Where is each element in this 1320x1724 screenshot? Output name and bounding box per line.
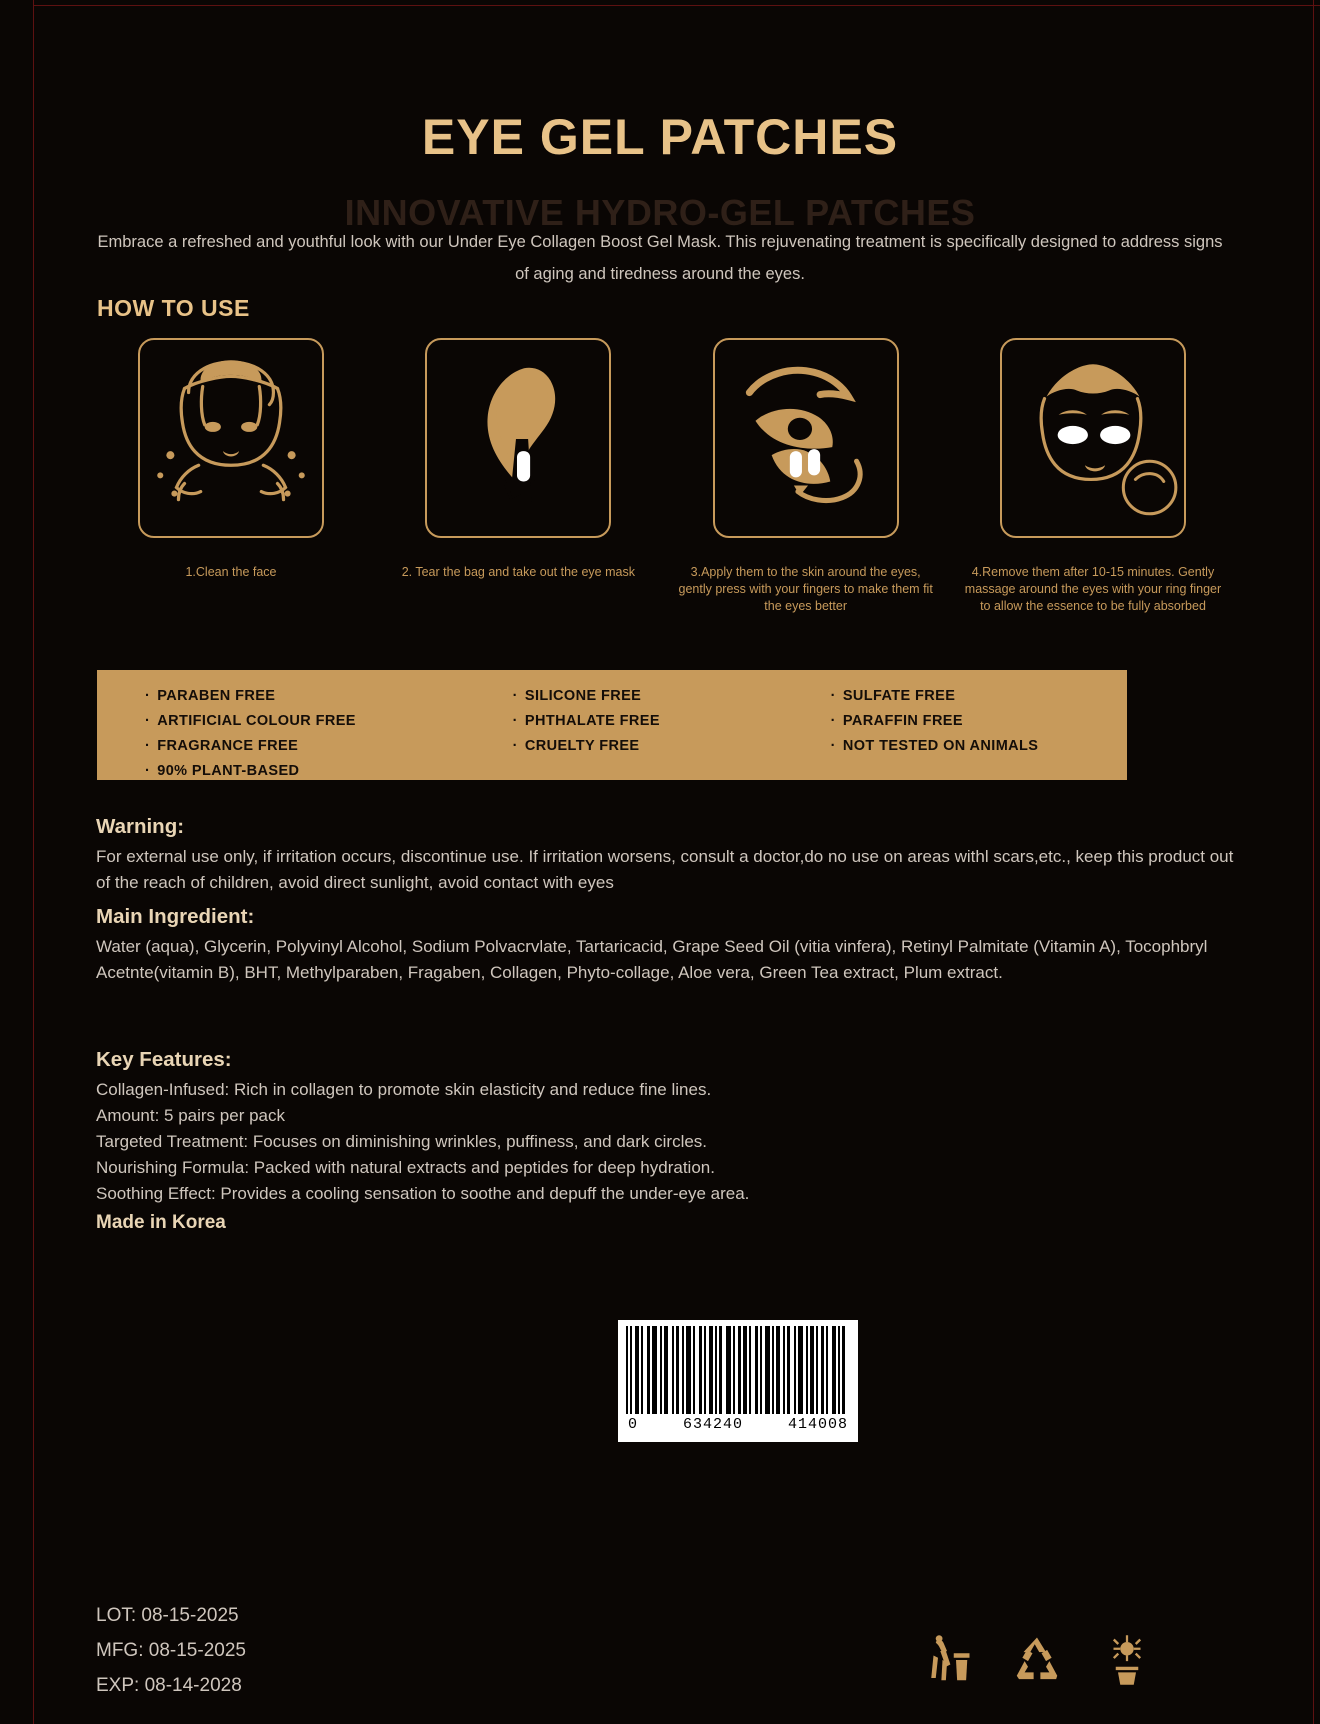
step-1 [97, 338, 365, 615]
sachet-tear-icon [427, 342, 609, 534]
product-description: Embrace a refreshed and youthful look with our Under Eye Collagen Boost Gel Mask. This rejuvenating treatment is specifically designed to address signs of aging and tiredness around the eyes. [97, 233, 1223, 283]
claim-label: PARABEN FREE [157, 688, 276, 704]
barcode-group-2: 414008 [787, 1416, 848, 1433]
bullet-icon: · [830, 688, 836, 704]
claim-label: CRUELTY FREE [524, 738, 640, 754]
bullet-icon: · [512, 713, 518, 729]
claim-label: SILICONE FREE [524, 688, 642, 704]
claim-label: ARTIFICIAL COLOUR FREE [157, 713, 356, 729]
step-1-illustration-box [138, 338, 324, 538]
step-4-caption: 4.Remove them after 10-15 minutes. Gently massage around the eyes with your ring finger to allow the essence to be fully absorbed [964, 565, 1222, 613]
key-features-section [96, 1048, 1236, 1207]
barcode-digits [626, 1414, 850, 1433]
ingredient-title: Main Ingredient: [96, 905, 255, 928]
bullet-icon: · [145, 688, 151, 704]
claim-item [513, 734, 831, 759]
warning-section [96, 815, 1236, 896]
barcode-bar [842, 1326, 845, 1414]
key-feature-line: Collagen-Infused: Rich in collagen to promote skin elasticity and reduce fine lines. [96, 1080, 712, 1099]
warning-title: Warning: [96, 815, 185, 838]
barcode-group-1: 634240 [682, 1416, 743, 1433]
how-to-use-heading: HOW TO USE [97, 295, 250, 321]
claim-item [831, 734, 1079, 759]
claim-item [513, 684, 831, 709]
claim-label: SULFATE FREE [842, 688, 956, 704]
key-feature-line: Soothing Effect: Provides a cooling sensation to soothe and depuff the under-eye area. [96, 1184, 750, 1203]
claim-label: PARAFFIN FREE [842, 713, 963, 729]
bullet-icon: · [830, 738, 836, 754]
bullet-icon: · [830, 713, 836, 729]
barcode [618, 1320, 858, 1442]
step-2-illustration-box [425, 338, 611, 538]
warning-body: For external use only, if irritation occurs, discontinue use. If irritation worsens, consult a doctor,do no use on areas withl scars,etc., keep this product out of the reach of children, avoid direct sunlight, avoid contact with eyes [96, 847, 1234, 892]
lot-number: LOT: 08-15-2025 [96, 1605, 239, 1626]
claim-item [831, 684, 1079, 709]
apply-patch-eye-icon [715, 342, 897, 534]
claim-label: NOT TESTED ON ANIMALS [842, 738, 1039, 754]
claim-item [145, 759, 513, 784]
exp-date: EXP: 08-14-2028 [96, 1675, 242, 1696]
step-1-caption: 1.Clean the face [185, 565, 277, 579]
bullet-icon: · [512, 738, 518, 754]
claim-label: 90% PLANT-BASED [157, 763, 300, 779]
claim-item [513, 709, 831, 734]
care-icons [920, 1630, 1200, 1690]
origin-section [96, 1212, 1236, 1234]
key-feature-line: Targeted Treatment: Focuses on diminishing wrinkles, puffiness, and dark circles. [96, 1132, 708, 1151]
claim-item [145, 709, 513, 734]
claims-band [97, 670, 1127, 780]
ingredient-body: Water (aqua), Glycerin, Polyvinyl Alcohol, Sodium Polvacrvlate, Tartaricacid, Grape Seed Oil (vitia vinfera), Retinyl Palmitate (Vitamin A), Tocophbryl Acetnte(vitamin B), BHT, Methylparaben, Fragaben, Collagen, Phyto-collage, Aloe vera, Green Tea extract, Plum extract. [96, 937, 1208, 982]
dispose-in-bin-icon [920, 1633, 974, 1687]
face-washing-icon [140, 342, 322, 534]
claims-column-2 [513, 684, 831, 780]
claim-item [831, 709, 1079, 734]
ingredient-section [96, 905, 1236, 986]
step-4-illustration-box [1000, 338, 1186, 538]
step-3 [672, 338, 940, 615]
key-feature-line: Nourishing Formula: Packed with natural extracts and peptides for deep hydration. [96, 1158, 715, 1177]
recycle-icon [1010, 1633, 1064, 1687]
key-feature-line: Amount: 5 pairs per pack [96, 1106, 285, 1125]
bullet-icon: · [145, 738, 151, 754]
key-features-title: Key Features: [96, 1048, 232, 1071]
barcode-bars [626, 1326, 850, 1414]
mfg-date: MFG: 08-15-2025 [96, 1640, 246, 1661]
bullet-icon: · [145, 763, 151, 779]
step-3-caption: 3.Apply them to the skin around the eyes, gently press with your fingers to make them fit the eyes better [678, 565, 933, 613]
barcode-left-digit: 0 [628, 1416, 639, 1433]
product-title: EYE GEL PATCHES [421, 109, 899, 165]
step-2 [384, 338, 652, 615]
bullet-icon: · [145, 713, 151, 729]
batch-info [96, 1598, 246, 1703]
step-4 [959, 338, 1227, 615]
claim-label: PHTHALATE FREE [524, 713, 660, 729]
bullet-icon: · [512, 688, 518, 704]
claim-item [145, 684, 513, 709]
origin-label: Made in Korea [96, 1212, 226, 1233]
how-to-use-steps [97, 338, 1227, 615]
claim-item [145, 734, 513, 759]
step-3-illustration-box [713, 338, 899, 538]
claims-column-1 [145, 684, 513, 780]
claim-label: FRAGRANCE FREE [157, 738, 299, 754]
keep-away-from-sunlight-icon [1100, 1633, 1154, 1687]
remove-patch-massage-icon [1002, 342, 1184, 534]
step-2-caption: 2. Tear the bag and take out the eye mask [401, 565, 635, 579]
product-subtitle: INNOVATIVE HYDRO-GEL PATCHES [344, 192, 976, 233]
claims-column-3 [831, 684, 1079, 780]
